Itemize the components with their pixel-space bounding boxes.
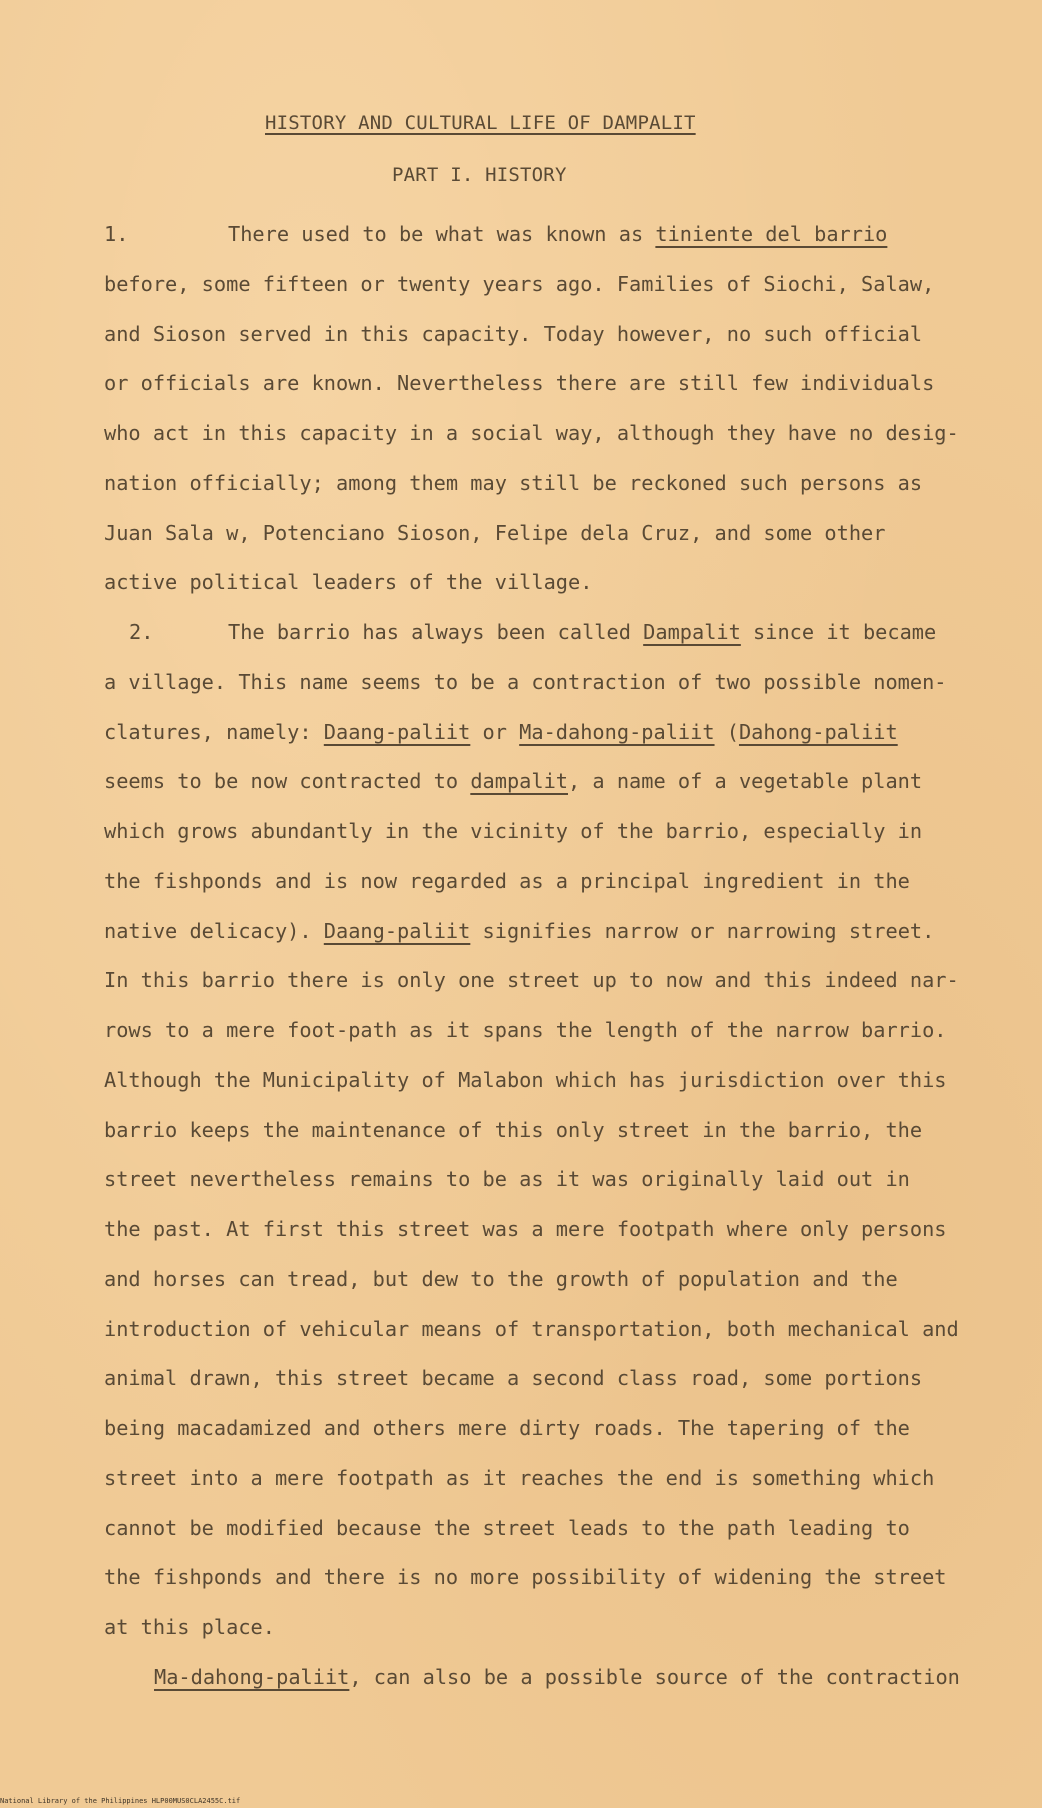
paragraph-number: 1. [104, 222, 129, 246]
text-run: , can also be a possible source of the contraction [349, 1664, 960, 1689]
text-run: The barrio has always been called [228, 620, 644, 644]
text-run: seems to be now contracted to [104, 769, 471, 794]
part-heading: PART I. HISTORY [392, 164, 567, 186]
document-body [104, 210, 984, 1703]
text-line: and horses can tread, but dew to the growth of population and the [104, 1266, 898, 1291]
underlined-term: Daang-paliit [323, 918, 471, 943]
underlined-term: Dahong-paliit [738, 719, 898, 744]
text-line: Although the Municipality of Malabon which has jurisdiction over this [104, 1067, 947, 1092]
text-line: the fishponds and there is no more possibility of widening the street [104, 1565, 947, 1590]
text-line [104, 757, 984, 807]
text-line [104, 907, 984, 957]
paragraph-2-line-1 [104, 608, 984, 658]
text-line: which grows abundantly in the vicinity of the barrio, especially in [104, 819, 923, 843]
underlined-term: dampalit [470, 769, 568, 794]
scan-footer: National Library of the Philippines HLP00MUS0CLA2455C.tif [0, 1797, 241, 1805]
text-run: ( [714, 719, 739, 744]
text-line: rows to a mere foot-path as it spans the length of the narrow barrio. [104, 1018, 947, 1042]
underlined-term: Dampalit [643, 620, 741, 644]
document-title: HISTORY AND CULTURAL LIFE OF DAMPALIT [265, 112, 696, 134]
text-line: introduction of vehicular means of transportation, both mechanical and [104, 1316, 959, 1341]
paragraph-number: 2. [129, 620, 154, 644]
text-line: and Sioson served in this capacity. Today however, no such official [104, 321, 923, 346]
text-line: street into a mere footpath as it reaches the end is something which [104, 1465, 935, 1490]
text-run: native delicacy). [104, 918, 324, 943]
underlined-term: Ma-dahong-paliit [154, 1664, 350, 1689]
text-line: active political leaders of the village. [104, 570, 593, 595]
text-line: a village. This name seems to be a contraction of two possible nomen- [104, 669, 947, 694]
text-line: or officials are known. Nevertheless there are still few individuals [104, 371, 935, 396]
text-line: the fishponds and is now regarded as a principal ingredient in the [104, 868, 910, 893]
text-line: cannot be modified because the street leads to the path leading to [104, 1515, 910, 1540]
underlined-term: Daang-paliit [323, 719, 471, 744]
text-line: barrio keeps the maintenance of this only street in the barrio, the [104, 1117, 923, 1142]
text-run: clatures, namely: [104, 719, 324, 744]
text-line: In this barrio there is only one street up to now and this indeed nar- [104, 968, 959, 993]
paragraph-1-line-1 [104, 210, 984, 260]
text-line: Juan Sala w, Potenciano Sioson, Felipe dela Cruz, and some other [104, 520, 886, 545]
text-line: who act in this capacity in a social way, although they have no desig- [104, 421, 959, 445]
text-line [104, 708, 984, 758]
text-run: , a name of a vegetable plant [568, 769, 923, 794]
text-line: being macadamized and others mere dirty roads. The tapering of the [104, 1416, 910, 1440]
text-run: signifies narrow or narrowing street. [470, 918, 935, 943]
text-line: the past. At first this street was a mere footpath where only persons [104, 1217, 947, 1241]
text-run: or [470, 719, 520, 744]
text-run: There used to be what was known as [228, 222, 656, 246]
text-line: animal drawn, this street became a second class road, some portions [104, 1366, 923, 1391]
text-run: since it became [740, 620, 937, 644]
paragraph-3-line-1 [104, 1653, 984, 1703]
underlined-term: tiniente del barrio [655, 222, 888, 246]
text-line: nation officially; among them may still be reckoned such persons as [104, 470, 923, 495]
text-line: at this place. [104, 1615, 275, 1639]
text-line: street nevertheless remains to be as it was originally laid out in [104, 1167, 910, 1192]
text-line: before, some fifteen or twenty years ago. Families of Siochi, Salaw, [104, 271, 935, 296]
underlined-term: Ma-dahong-paliit [519, 719, 715, 744]
